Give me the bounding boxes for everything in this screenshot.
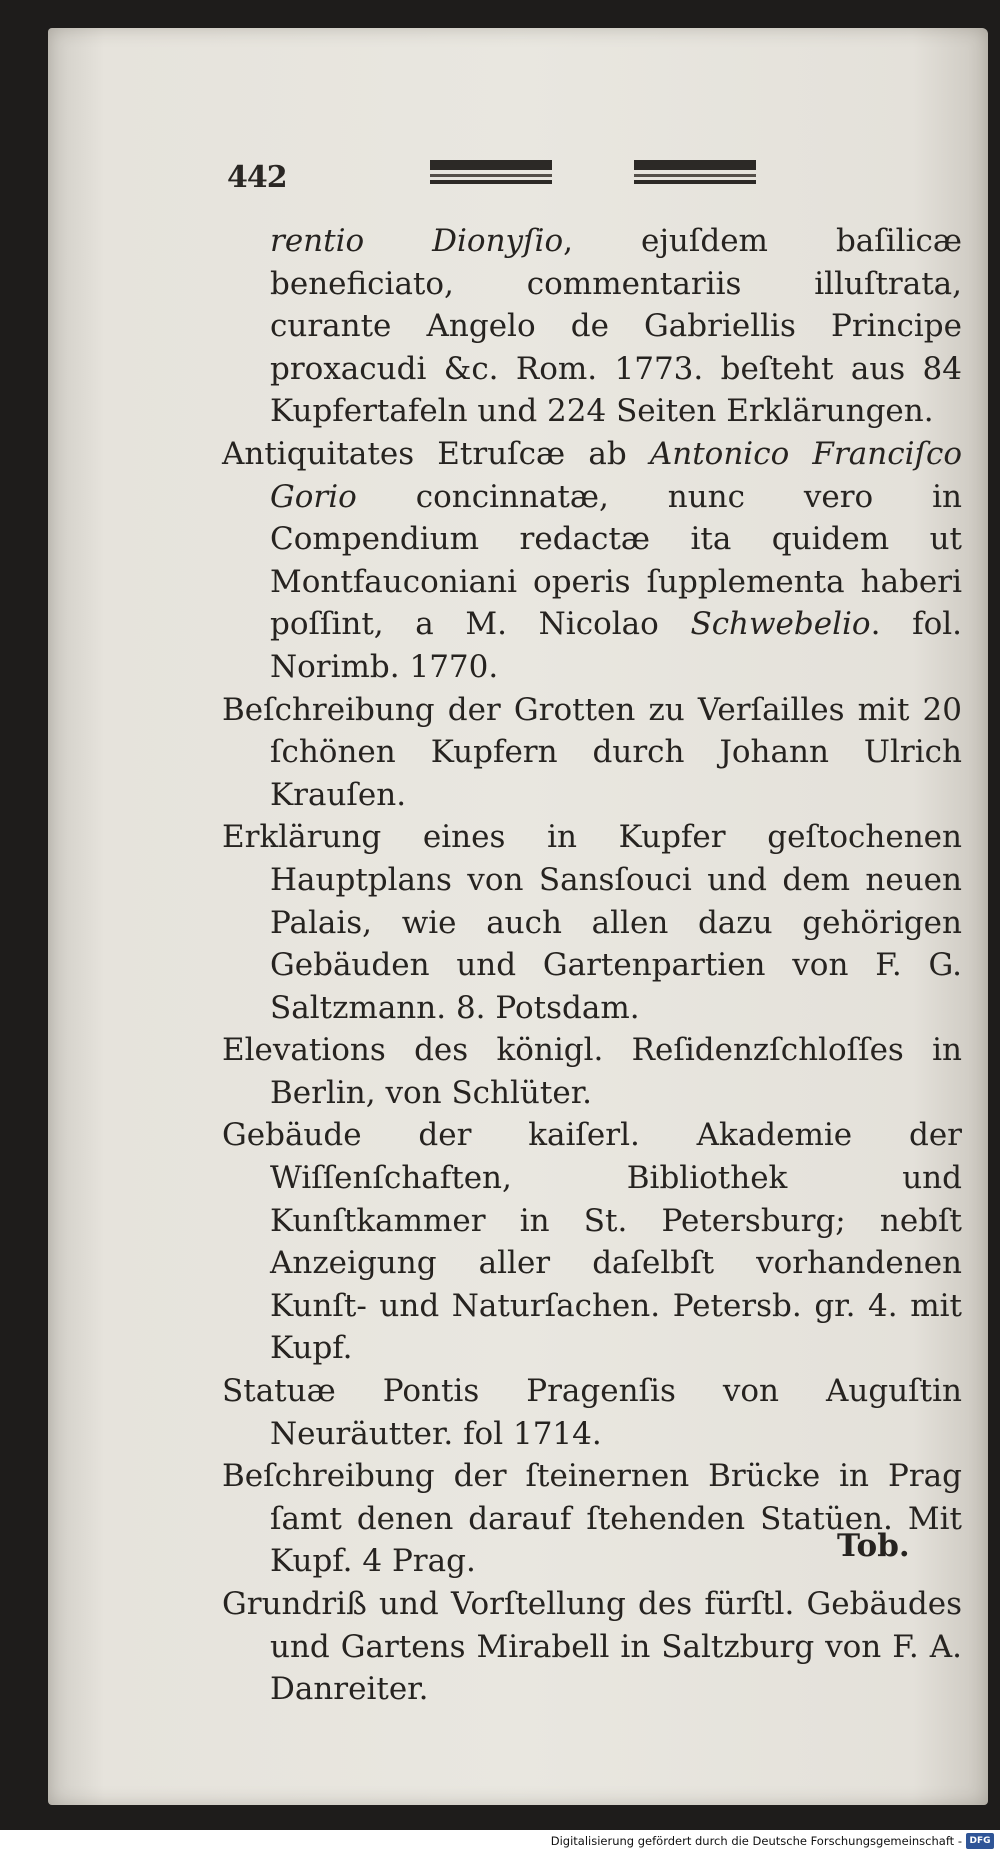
list-item: Erklärung eines in Kupfer geſtochenen Hauptplans von Sansſouci und dem neuen Palais, wie auch allen dazu gehörigen Gebäuden und Gartenpartien von F. G. Saltzmann. 8. Potsdam. [222,819,962,1026]
entry-italic: rentio Dionyſio [270,223,564,259]
entry-italic: Schwebelio [690,606,871,643]
list-item: Statuæ Pontis Pragenſis von Auguſtin Neuräutter. fol 1714. [222,1373,962,1452]
header-ornament-left [430,160,552,186]
page-number: 442 [227,160,287,195]
list-item: Grundriß und Vorſtellung des fürſtl. Gebäudes und Gartens Mirabell in Saltzburg von F. A. Danreiter. [222,1586,962,1708]
bibliography-list [222,220,962,1711]
header-ornament-right [634,160,756,186]
dfg-logo-icon: DFG [966,1833,994,1849]
list-item [222,433,962,689]
entry-italic: Antonico Franciſco Gorio [270,435,962,515]
entry-text: concinnatæ, nunc vero in Compendium redactæ ita quidem ut Montfauconiani operis ſupplementa haberi poſſint, a M. Nicolao [270,478,962,643]
entry-text: , ejuſdem baſilicæ beneficiato, commentariis illuſtrata, curante Angelo de Gabriellis Principe proxacudi &c. Rom. 1773. beſteht aus 84 Kupfertafeln und 224 Seiten Erklärungen. [270,223,962,430]
catchword: Tob. [837,1528,910,1564]
list-item: Beſchreibung der ſteinernen Brücke in Prag ſamt denen darauf ſtehenden Statüen. Mit Kupf. 4 Prag. [222,1458,962,1580]
funding-credit: Digitalisierung gefördert durch die Deutsche Forschungsgemeinschaft - [550,1834,962,1848]
list-item [222,220,962,433]
entry-text: . fol. Norimb. 1770. [270,606,963,685]
list-item: Beſchreibung der Grotten zu Verſailles mit 20 ſchönen Kupfern durch Johann Ulrich Krauſen. [222,691,962,813]
entry-text: Antiquitates Etruſcæ ab [222,435,650,472]
list-item: Elevations des königl. Reſidenzſchloſſes in Berlin, von Schlüter. [222,1032,962,1111]
list-item: Gebäude der kaiſerl. Akademie der Wiſſenſchaften, Bibliothek und Kunſtkammer in St. Petersburg; nebſt Anzeigung aller daſelbſt vorhandenen Kunſt- und Naturſachen. Petersb. gr. 4. mit Kupf. [222,1117,962,1367]
